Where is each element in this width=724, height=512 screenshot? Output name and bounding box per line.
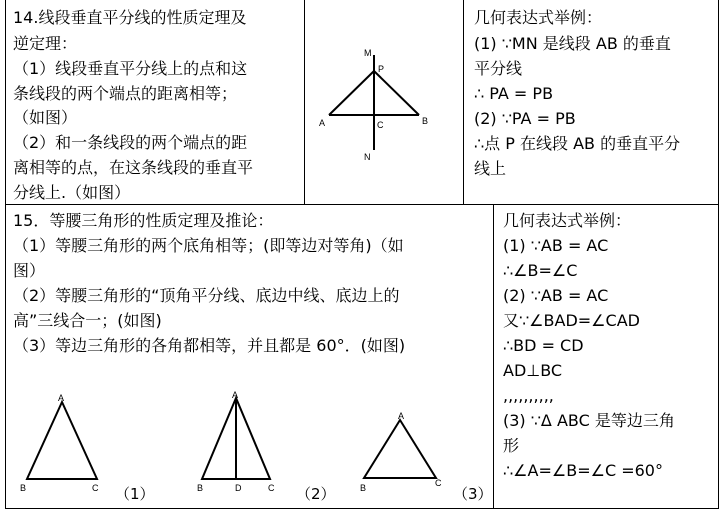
fig1-label-A: A: [58, 393, 65, 403]
s14-expr-1: (1) ∵MN 是线段 AB 的垂直: [474, 34, 671, 53]
s15-expr-3: (2) ∵AB = AC: [503, 286, 609, 305]
s15-expr-0: 几何表达式举例：: [503, 211, 632, 230]
s14-expr-5: ∴点 P 在线段 AB 的垂直平分: [474, 134, 681, 153]
section14-title-line2: 逆定理：: [13, 34, 78, 53]
s15-line-2: 图）: [13, 261, 46, 280]
s15-expr-2: ∴∠B=∠C: [503, 261, 578, 280]
triangle-ABC-1: [27, 402, 97, 479]
s15-line-4: 高”三线合一；(如图): [13, 311, 162, 330]
section14-p1-line1: （1）线段垂直平分线上的点和这: [13, 59, 248, 78]
figure-3-caption: （3）: [453, 485, 493, 503]
s15-line-5: （3）等边三角形的各角都相等，并且都是 60°．(如图): [13, 336, 406, 355]
fig2-label-A: A: [232, 390, 239, 400]
s14-expr-6: 线上: [474, 159, 507, 178]
section14-p2-line3: 分线上.（如图）: [13, 183, 131, 202]
s15-line-0: 15．等腰三角形的性质定理及推论：: [13, 211, 274, 230]
fig3-label-B: B: [360, 483, 367, 493]
label-B: B: [422, 116, 429, 126]
label-N: N: [364, 152, 371, 162]
segment-PB: [374, 71, 419, 115]
fig1-label-C: C: [92, 483, 99, 493]
s15-expr-9: 形: [503, 436, 520, 455]
s14-expr-0: 几何表达式举例：: [474, 8, 603, 27]
section14-p1-line3: （如图）: [13, 108, 78, 127]
fig3-label-C: C: [435, 478, 442, 488]
fig2-label-B: B: [197, 483, 204, 493]
section14-title-line1: 14.线段垂直平分线的性质定理及: [13, 8, 247, 27]
label-P: P: [378, 64, 385, 74]
s15-expr-6: AD⊥BC: [503, 361, 563, 380]
s15-line-1: （1）等腰三角形的两个底角相等；(即等边对等角)（如: [13, 236, 404, 255]
s15-expr-10: ∴∠A=∠B=∠C =60°: [503, 461, 663, 480]
s15-expr-5: ∴BD = CD: [503, 336, 584, 355]
s15-expr-1: (1) ∵AB = AC: [503, 236, 609, 255]
s15-expr-8: (3) ∵Δ ABC 是等边三角: [503, 411, 675, 430]
s15-expr-4: 又∵∠BAD=∠CAD: [503, 311, 640, 330]
section14-p2-line1: （2）和一条线段的两个端点的距: [13, 133, 248, 152]
fig3-label-A: A: [398, 411, 405, 421]
s15-line-3: （2）等腰三角形的“顶角平分线、底边中线、底边上的: [13, 286, 400, 305]
section14-p2-line2: 离相等的点，在这条线段的垂直平: [13, 158, 254, 177]
label-A: A: [319, 118, 326, 128]
s14-expr-2: 平分线: [474, 59, 523, 78]
s15-expr-7: ,,,,,,,,,,: [503, 386, 554, 405]
perpendicular-bisector-figure: [304, 0, 464, 205]
s14-expr-4: (2) ∵PA = PB: [474, 109, 576, 128]
fig2-label-D: D: [235, 483, 242, 493]
label-C: C: [377, 120, 384, 130]
s14-expr-3: ∴ PA = PB: [474, 84, 554, 103]
fig1-label-B: B: [20, 483, 27, 493]
segment-PA: [329, 71, 374, 115]
figure-2-caption: （2）: [296, 485, 336, 503]
label-M: M: [364, 48, 372, 58]
fig2-label-C: C: [268, 483, 275, 493]
figure-1-caption: （1）: [115, 485, 155, 503]
section14-p1-line2: 条线段的两个端点的距离相等；: [13, 84, 238, 103]
triangle-ABC-3: [364, 420, 436, 478]
